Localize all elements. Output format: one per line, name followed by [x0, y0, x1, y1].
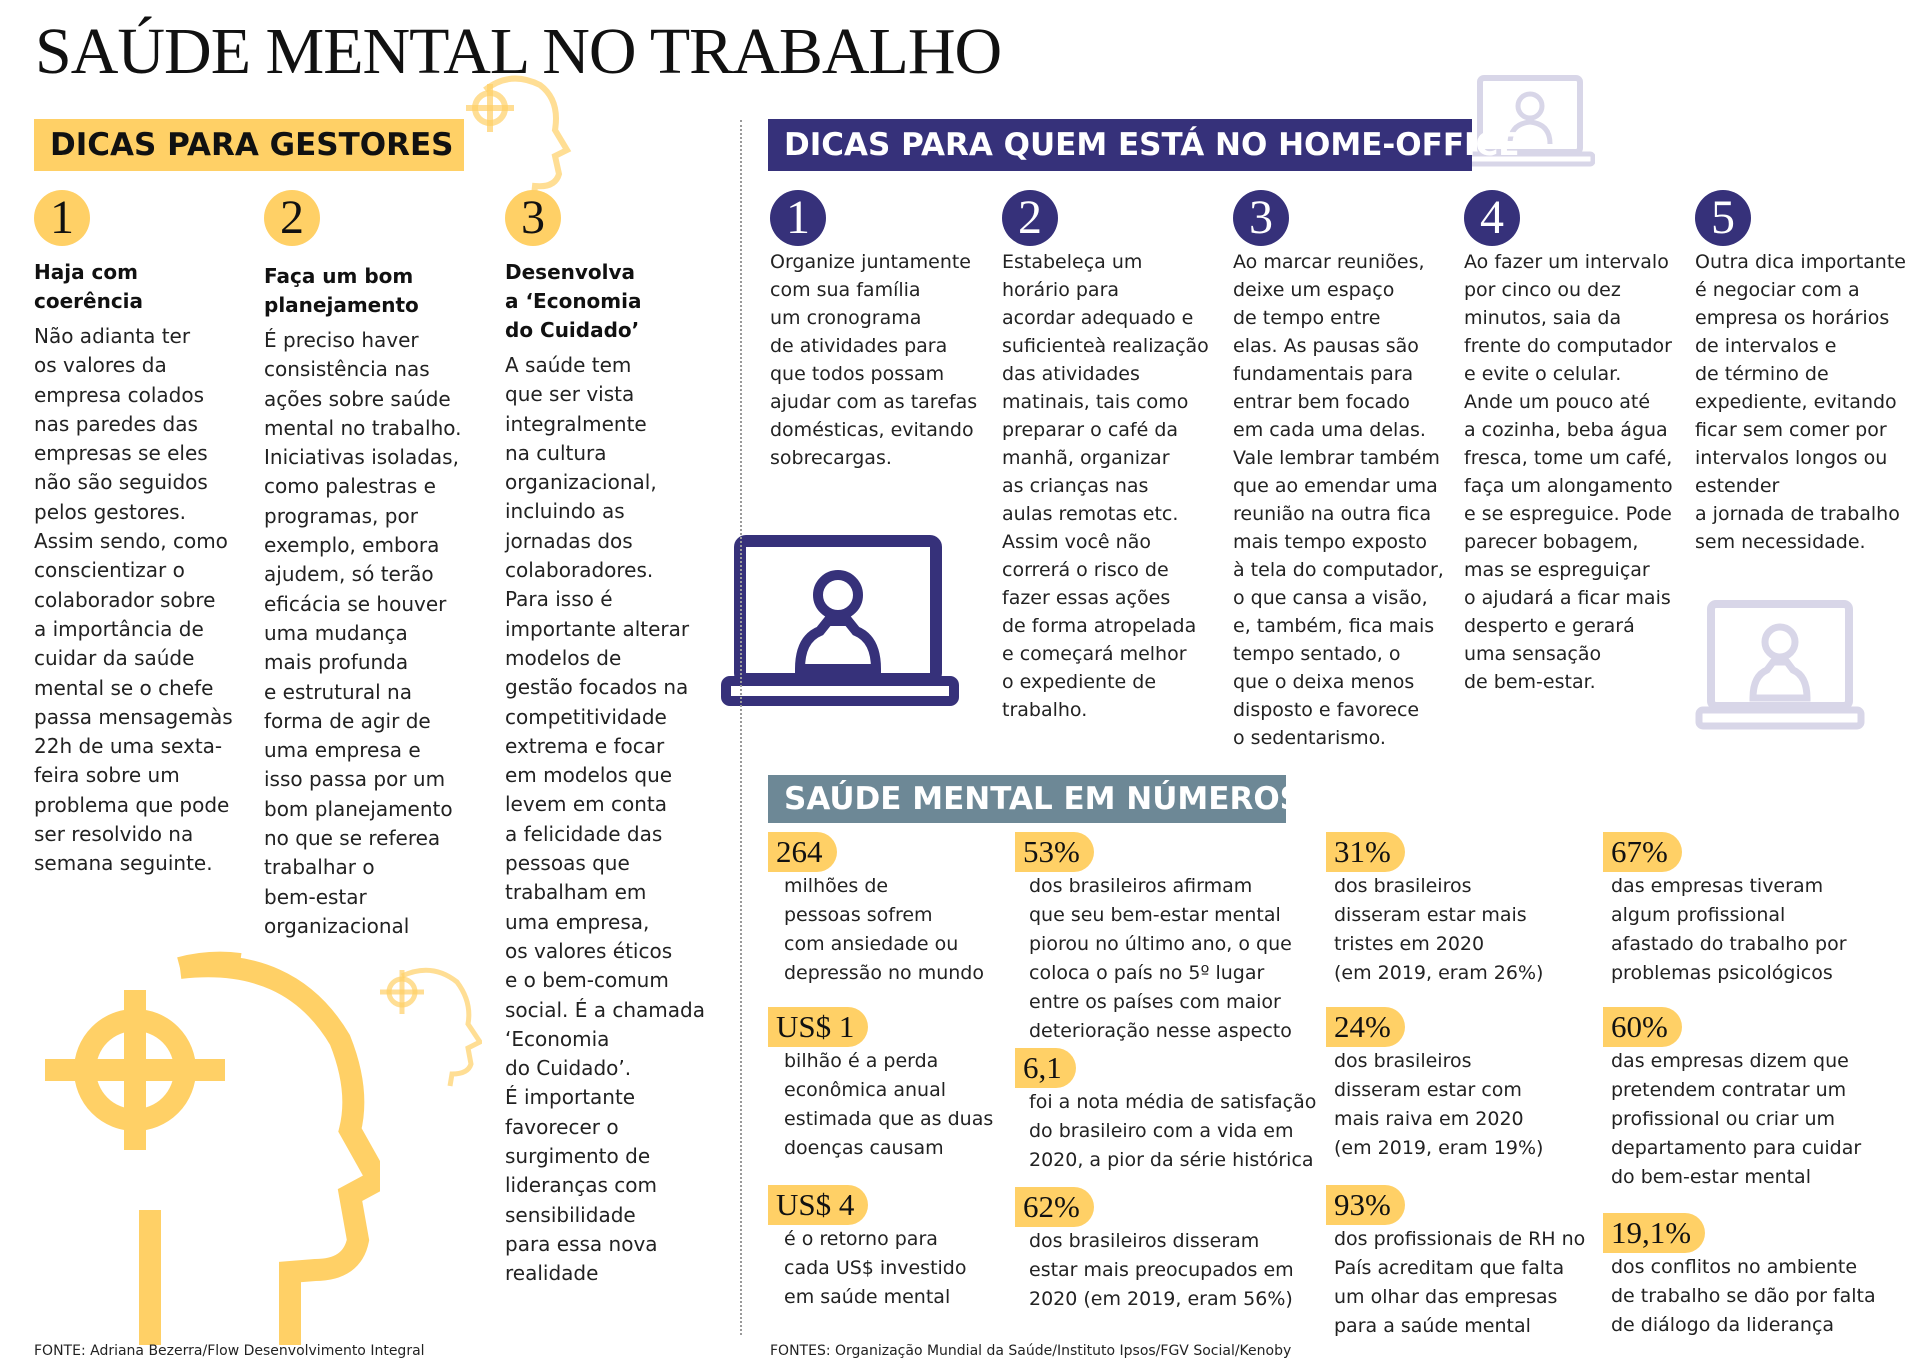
head-target-icon	[372, 962, 482, 1087]
text-line: É importante	[505, 1085, 636, 1110]
text-line: mais tempo exposto	[1233, 531, 1427, 553]
stat-item	[1603, 1213, 1903, 1340]
text-line: foi a nota média de satisfação	[1029, 1091, 1317, 1113]
stat-value: 53%	[1015, 832, 1094, 872]
tip-body	[34, 322, 234, 879]
text-line: que ser vista	[505, 382, 635, 407]
text-line: ser resolvido na	[34, 822, 194, 847]
text-line: incluindo as	[505, 499, 625, 524]
text-line: (em 2019, eram 19%)	[1334, 1137, 1544, 1159]
text-line: departamento para cuidar	[1611, 1137, 1862, 1159]
gestores-tip-1	[34, 190, 234, 879]
text-line: em cada uma delas.	[1233, 419, 1426, 441]
text-line: o que cansa a visão,	[1233, 587, 1428, 609]
stat-text	[1611, 872, 1903, 988]
text-line: e, também, fica mais	[1233, 615, 1435, 637]
text-line: estimada que as duas	[784, 1108, 994, 1130]
text-line: e o bem-comum	[505, 968, 669, 993]
text-line: Assim você não	[1002, 531, 1151, 553]
text-line: o expediente de	[1002, 671, 1157, 693]
text-line: pretendem contratar um	[1611, 1079, 1847, 1101]
stat-text	[1611, 1253, 1903, 1340]
stat-item	[1603, 832, 1903, 988]
text-line: das empresas tiveram	[1611, 875, 1824, 897]
stat-text	[784, 1225, 1008, 1312]
text-line: elas. As pausas são	[1233, 335, 1419, 357]
stat-text	[784, 1047, 1008, 1163]
text-line: organizacional,	[505, 470, 657, 495]
stat-text	[1029, 872, 1315, 1046]
text-line: para essa nova	[505, 1231, 658, 1256]
text-line: de diálogo da liderança	[1611, 1314, 1835, 1336]
text-line: o ajudará a ficar mais	[1464, 587, 1671, 609]
gestores-tip-3	[505, 190, 735, 1289]
text-line: estar mais preocupados em	[1029, 1259, 1294, 1281]
text-line: domésticas, evitando	[770, 419, 974, 441]
gestores-tip-2	[264, 190, 484, 941]
home-office-banner: DICAS PARA QUEM ESTÁ NO HOME-OFFICE	[768, 119, 1472, 171]
text-line: e começará melhor	[1002, 643, 1187, 665]
stat-text	[1029, 1227, 1315, 1314]
text-line: dos brasileiros	[1334, 875, 1472, 897]
text-line: trabalho.	[1002, 699, 1088, 721]
text-line: Organize juntamente	[770, 251, 971, 273]
tip-number: 4	[1464, 190, 1520, 246]
text-line: manhã, organizar	[1002, 447, 1170, 469]
numeros-banner: SAÚDE MENTAL EM NÚMEROS	[768, 775, 1286, 823]
tip-number: 1	[770, 190, 826, 246]
text-line: fundamentais para	[1233, 363, 1414, 385]
text-line: consistência nas	[264, 357, 430, 382]
text-line: uma mudança	[264, 620, 408, 645]
text-line: reunião na outra fica	[1233, 503, 1432, 525]
tip-body	[770, 248, 985, 472]
text-line: do brasileiro com a vida em	[1029, 1120, 1294, 1142]
home-tip-5	[1695, 190, 1910, 556]
text-line: Outra dica importante	[1695, 251, 1906, 273]
text-line: dos conflitos no ambiente	[1611, 1256, 1858, 1278]
text-line: importante alterar	[505, 616, 690, 641]
text-line: que todos possam	[770, 363, 945, 385]
text-line: 2020, a pior da série histórica	[1029, 1149, 1314, 1171]
text-line: levem em conta	[505, 792, 667, 817]
text-line: é o retorno para	[784, 1228, 938, 1250]
text-line: jornadas dos	[505, 528, 633, 553]
laptop-user-icon	[1695, 600, 1865, 738]
text-line: acordar adequado e	[1002, 307, 1194, 329]
tip-number: 1	[34, 190, 90, 246]
text-line: uma sensação	[1464, 643, 1602, 665]
tip-body	[1002, 248, 1217, 724]
text-line: das empresas dizem que	[1611, 1050, 1849, 1072]
text-line: Estabeleça um	[1002, 251, 1143, 273]
text-line: ficar sem comer por	[1695, 419, 1887, 441]
stat-item	[768, 1007, 1008, 1163]
text-line: algum profissional	[1611, 904, 1786, 926]
text-line: competitividade	[505, 704, 667, 729]
text-line: de trabalho se dão por falta	[1611, 1285, 1876, 1307]
stat-text	[1334, 872, 1596, 988]
text-line: uma empresa e	[264, 738, 421, 763]
text-line: para a saúde mental	[1334, 1315, 1531, 1337]
text-line: problemas psicológicos	[1611, 962, 1833, 984]
stat-value: 31%	[1326, 832, 1405, 872]
text-line: de intervalos e	[1695, 335, 1837, 357]
text-line: feira sobre um	[34, 763, 180, 788]
tip-number: 2	[1002, 190, 1058, 246]
text-line: no que se referea	[264, 826, 441, 851]
text-line: nas paredes das	[34, 411, 198, 436]
text-line: os valores da	[34, 353, 167, 378]
stat-item	[1015, 1048, 1315, 1175]
tip-number: 5	[1695, 190, 1751, 246]
tip-number: 3	[1233, 190, 1289, 246]
text-line: fazer essas ações	[1002, 587, 1171, 609]
text-line: preparar o café da	[1002, 419, 1179, 441]
tip-body	[505, 351, 735, 1289]
text-line: pessoas sofrem	[784, 904, 933, 926]
text-line: empresas se eles	[34, 441, 208, 466]
stat-value: 93%	[1326, 1185, 1405, 1225]
text-line: e se espreguice. Pode	[1464, 503, 1672, 525]
text-line: isso passa por um	[264, 767, 446, 792]
text-line: deterioração nesse aspecto	[1029, 1020, 1292, 1042]
text-line: a felicidade das	[505, 821, 663, 846]
tip-title: Desenvolva a ‘Economia do Cuidado’	[505, 260, 642, 342]
text-line: de tempo entre	[1233, 307, 1381, 329]
text-line: econômica anual	[784, 1079, 946, 1101]
gestores-source: FONTE: Adriana Bezerra/Flow Desenvolvimento Integral	[34, 1343, 425, 1359]
text-line: dos brasileiros disseram	[1029, 1230, 1260, 1252]
home-tip-3	[1233, 190, 1448, 752]
column-divider	[740, 120, 742, 1335]
stat-item	[768, 1185, 1008, 1312]
text-line: surgimento de	[505, 1144, 651, 1169]
text-line: social. É a chamada	[505, 997, 705, 1022]
text-line: tristes em 2020	[1334, 933, 1485, 955]
text-line: minutos, saia da	[1464, 307, 1622, 329]
tip-body	[1464, 248, 1679, 696]
text-line: ajudar com as tarefas	[770, 391, 978, 413]
text-line: suficienteà realização	[1002, 335, 1209, 357]
text-line: que ao emendar uma	[1233, 475, 1438, 497]
text-line: exemplo, embora	[264, 533, 440, 558]
text-line: gestão focados na	[505, 675, 689, 700]
text-line: é negociar com a	[1695, 279, 1860, 301]
text-line: modelos de	[505, 645, 622, 670]
text-line: País acreditam que falta	[1334, 1257, 1565, 1279]
text-line: como palestras e	[264, 474, 436, 499]
stat-item	[1326, 1007, 1596, 1163]
text-line: a jornada de trabalho	[1695, 503, 1900, 525]
text-line: à tela do computador,	[1233, 559, 1444, 581]
text-line: dos brasileiros afirmam	[1029, 875, 1253, 897]
text-line: um olhar das empresas	[1334, 1286, 1558, 1308]
stat-value: 19,1%	[1603, 1213, 1705, 1253]
text-line: Ao marcar reuniões,	[1233, 251, 1425, 273]
text-line: favorecer o	[505, 1114, 619, 1139]
text-line: estender	[1695, 475, 1780, 497]
page-title: SAÚDE MENTAL NO TRABALHO	[35, 15, 1002, 88]
text-line: ações sobre saúde	[264, 386, 451, 411]
stat-text	[784, 872, 1008, 988]
stat-item	[1603, 1007, 1903, 1192]
stat-value: 6,1	[1015, 1048, 1076, 1088]
stat-value: US$ 4	[768, 1185, 868, 1225]
text-line: empresa os horários	[1695, 307, 1890, 329]
text-line: mas se espreguiçar	[1464, 559, 1650, 581]
home-tip-2	[1002, 190, 1217, 724]
text-line: ajudem, só terão	[264, 562, 434, 587]
text-line: extrema e focar	[505, 733, 665, 758]
text-line: em saúde mental	[784, 1286, 951, 1308]
text-line: A saúde tem	[505, 353, 632, 377]
text-line: eficácia se houver	[264, 591, 447, 616]
text-line: com sua família	[770, 279, 921, 301]
text-line: do Cuidado’.	[505, 1056, 632, 1081]
stat-item	[1015, 1187, 1315, 1314]
text-line: em modelos que	[505, 763, 673, 788]
text-line: (em 2019, eram 26%)	[1334, 962, 1544, 984]
text-line: sem necessidade.	[1695, 531, 1866, 553]
tip-number: 3	[505, 190, 561, 246]
text-line: bem-estar	[264, 884, 367, 909]
text-line: bom planejamento	[264, 796, 453, 821]
text-line: de forma atropelada	[1002, 615, 1197, 637]
text-line: mais profunda	[264, 650, 409, 675]
text-line: colaboradores.	[505, 558, 654, 583]
text-line: cuidar da saúde	[34, 646, 195, 671]
text-line: depressão no mundo	[784, 962, 984, 984]
text-line: entrar bem focado	[1233, 391, 1410, 413]
text-line: matinais, tais como	[1002, 391, 1189, 413]
text-line: mental se o chefe	[34, 675, 214, 700]
text-line: que seu bem-estar mental	[1029, 904, 1281, 926]
text-line: pessoas que	[505, 851, 630, 876]
stat-item	[1326, 832, 1596, 988]
text-line: entre os países com maior	[1029, 991, 1281, 1013]
text-line: pelos gestores.	[34, 499, 186, 524]
tip-body	[264, 326, 484, 941]
text-line: mais raiva em 2020	[1334, 1108, 1524, 1130]
text-line: aulas remotas etc.	[1002, 503, 1179, 525]
stat-item	[1326, 1185, 1596, 1341]
text-line: o sedentarismo.	[1233, 727, 1386, 749]
text-line: Não adianta ter	[34, 324, 191, 348]
stat-item	[1015, 832, 1315, 1046]
text-line: ‘Economia	[505, 1026, 610, 1051]
text-line: Ao fazer um intervalo	[1464, 251, 1669, 273]
numeros-source: FONTES: Organização Mundial da Saúde/Instituto Ipsos/FGV Social/Kenoby	[770, 1343, 1292, 1359]
stat-value: 62%	[1015, 1187, 1094, 1227]
tip-number: 2	[264, 190, 320, 246]
text-line: a cozinha, beba água	[1464, 419, 1668, 441]
stat-value: 264	[768, 832, 837, 872]
text-line: horário para	[1002, 279, 1120, 301]
stat-value: 67%	[1603, 832, 1682, 872]
stat-text	[1611, 1047, 1903, 1192]
text-line: colaborador sobre	[34, 587, 216, 612]
text-line: 2020 (em 2019, eram 56%)	[1029, 1288, 1293, 1310]
text-line: a importância de	[34, 616, 204, 641]
text-line: 22h de uma sexta-	[34, 734, 223, 759]
stat-text	[1334, 1047, 1596, 1163]
text-line: de término de	[1695, 363, 1829, 385]
text-line: os valores éticos	[505, 938, 673, 963]
text-line: uma empresa,	[505, 909, 650, 934]
text-line: disposto e favorece	[1233, 699, 1420, 721]
stat-value: 60%	[1603, 1007, 1682, 1047]
text-line: por cinco ou dez	[1464, 279, 1621, 301]
text-line: empresa colados	[34, 382, 204, 407]
text-line: organizacional	[264, 913, 410, 938]
text-line: expediente, evitando	[1695, 391, 1897, 413]
text-line: não são seguidos	[34, 470, 208, 495]
text-line: piorou no último ano, o que	[1029, 933, 1292, 955]
text-line: doenças causam	[784, 1137, 944, 1159]
text-line: disseram estar mais	[1334, 904, 1527, 926]
stat-value: US$ 1	[768, 1007, 868, 1047]
text-line: parecer bobagem,	[1464, 531, 1639, 553]
text-line: dos brasileiros	[1334, 1050, 1472, 1072]
text-line: de atividades para	[770, 335, 948, 357]
text-line: milhões de	[784, 875, 889, 897]
tip-body	[1695, 248, 1910, 556]
stat-item	[768, 832, 1008, 988]
text-line: fresca, tome um café,	[1464, 447, 1673, 469]
home-tip-4	[1464, 190, 1679, 696]
text-line: dos profissionais de RH no	[1334, 1228, 1586, 1250]
text-line: Iniciativas isoladas,	[264, 445, 459, 470]
stat-value: 24%	[1326, 1007, 1405, 1047]
text-line: mental no trabalho.	[264, 415, 462, 440]
stat-text	[1334, 1225, 1596, 1341]
text-line: disseram estar com	[1334, 1079, 1522, 1101]
text-line: e evite o celular.	[1464, 363, 1622, 385]
text-line: desperto e gerará	[1464, 615, 1635, 637]
text-line: trabalham em	[505, 880, 647, 905]
text-line: faça um alongamento	[1464, 475, 1673, 497]
text-line: programas, por	[264, 503, 418, 528]
text-line: Assim sendo, como	[34, 529, 228, 554]
text-line: lideranças com	[505, 1173, 658, 1198]
tip-body	[1233, 248, 1448, 752]
text-line: cada US$ investido	[784, 1257, 967, 1279]
head-target-icon	[455, 70, 575, 210]
text-line: semana seguinte.	[34, 851, 213, 876]
text-line: É preciso haver	[264, 328, 419, 352]
text-line: problema que pode	[34, 792, 230, 817]
text-line: coloca o país no 5º lugar	[1029, 962, 1265, 984]
text-line: de bem-estar.	[1464, 671, 1596, 693]
text-line: na cultura	[505, 440, 607, 465]
text-line: integralmente	[505, 411, 647, 436]
home-tip-1	[770, 190, 985, 472]
text-line: trabalhar o	[264, 855, 375, 880]
text-line: frente do computador	[1464, 335, 1672, 357]
text-line: Para isso é	[505, 587, 613, 612]
text-line: afastado do trabalho por	[1611, 933, 1847, 955]
text-line: passa mensagemàs	[34, 704, 233, 729]
text-line: um cronograma	[770, 307, 922, 329]
text-line: realidade	[505, 1261, 599, 1286]
text-line: Ande um pouco até	[1464, 391, 1651, 413]
text-line: do bem-estar mental	[1611, 1166, 1811, 1188]
text-line: forma de agir de	[264, 708, 431, 733]
tip-title: Haja com coerência	[34, 260, 144, 313]
text-line: sensibilidade	[505, 1202, 636, 1227]
text-line: Vale lembrar também	[1233, 447, 1440, 469]
text-line: que o deixa menos	[1233, 671, 1415, 693]
text-line: com ansiedade ou	[784, 933, 959, 955]
stat-text	[1029, 1088, 1315, 1175]
laptop-user-icon	[720, 535, 960, 725]
text-line: tempo sentado, o	[1233, 643, 1401, 665]
text-line: e estrutural na	[264, 679, 412, 704]
tip-title: Faça um bom planejamento	[264, 264, 419, 317]
text-line: intervalos longos ou	[1695, 447, 1888, 469]
head-target-icon	[40, 950, 380, 1350]
text-line: bilhão é a perda	[784, 1050, 939, 1072]
text-line: correrá o risco de	[1002, 559, 1169, 581]
text-line: das atividades	[1002, 363, 1140, 385]
text-line: conscientizar o	[34, 558, 185, 583]
text-line: profissional ou criar um	[1611, 1108, 1836, 1130]
text-line: deixe um espaço	[1233, 279, 1395, 301]
gestores-banner: DICAS PARA GESTORES	[34, 119, 464, 171]
text-line: sobrecargas.	[770, 447, 892, 469]
text-line: as crianças nas	[1002, 475, 1149, 497]
